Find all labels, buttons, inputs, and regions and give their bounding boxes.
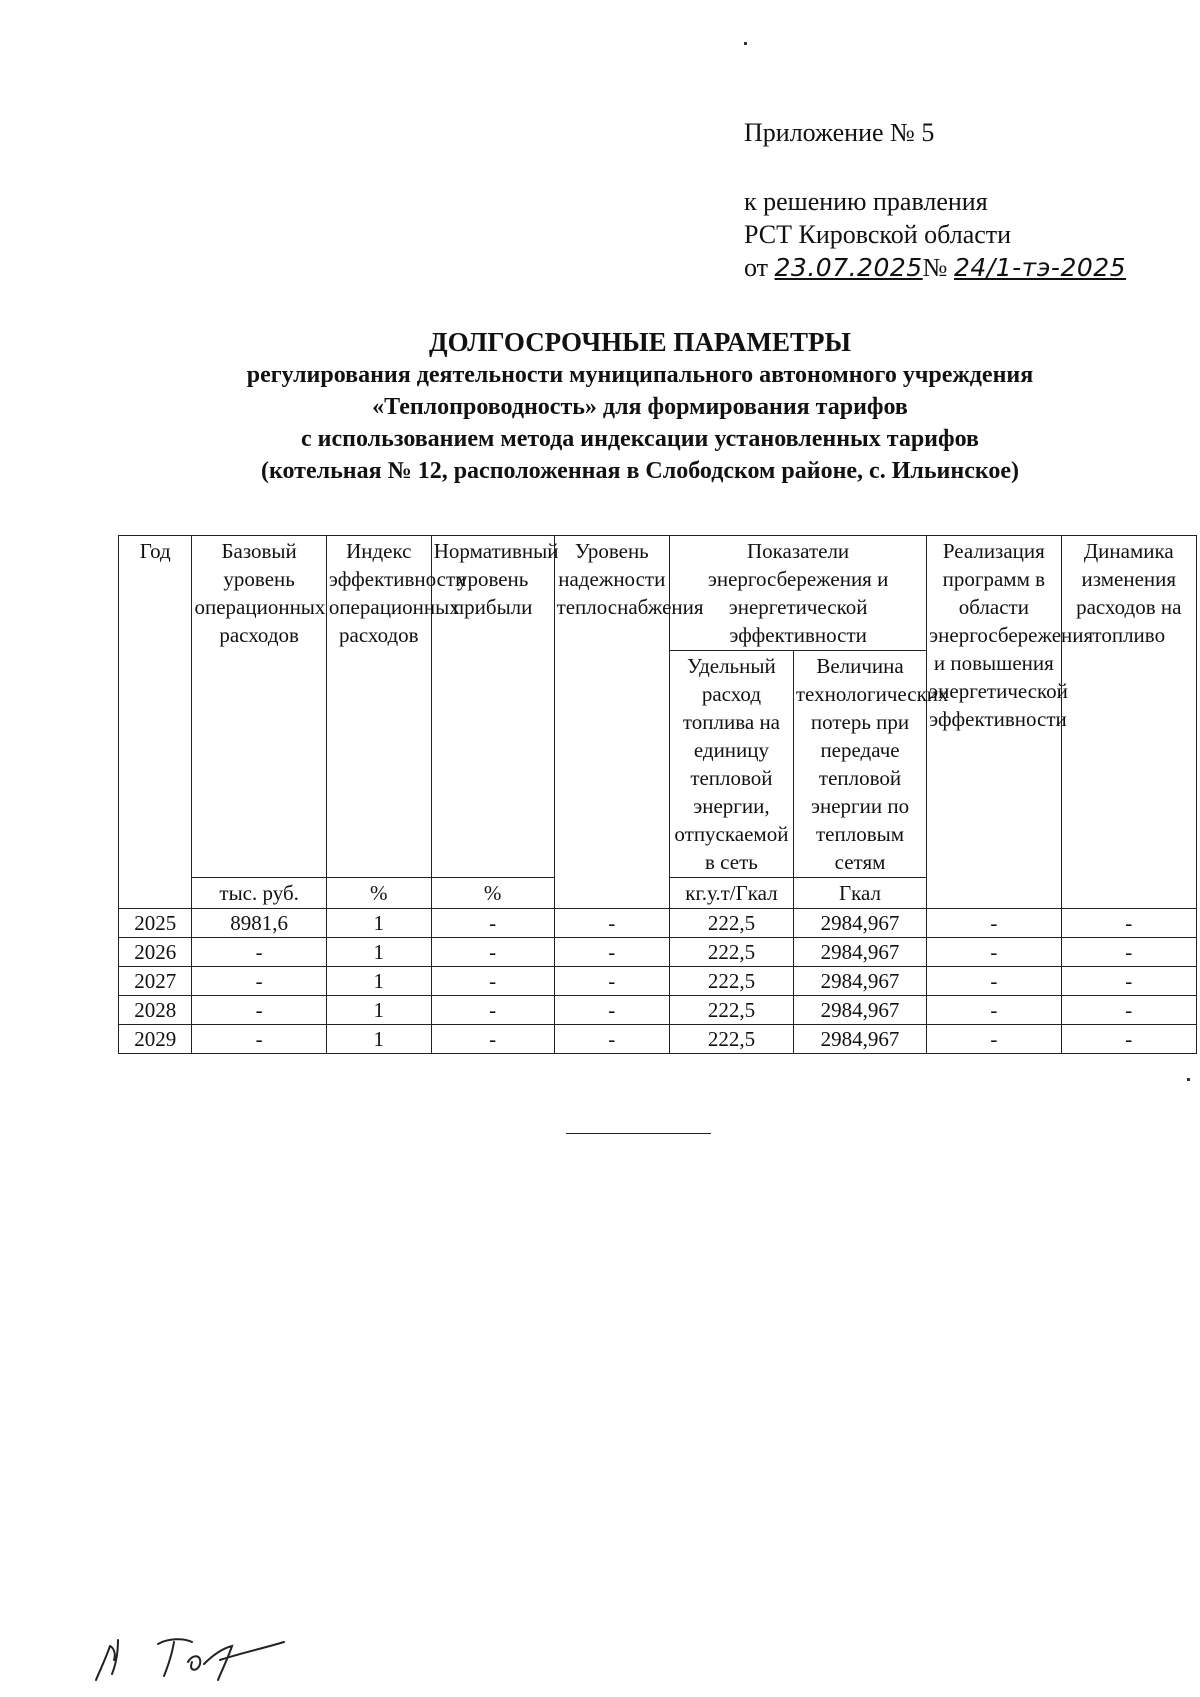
cell-programs: - xyxy=(927,909,1061,938)
table-row xyxy=(119,909,1197,938)
header-energy-indicators: Показатели энергосбережения и энергетической эффективности xyxy=(670,536,927,651)
title-line-3: «Теплопроводность» для формирования тарифов xyxy=(372,394,908,420)
annex-block xyxy=(744,116,1126,284)
cell-year: 2026 xyxy=(119,938,192,967)
unit-tech-losses: Гкал xyxy=(793,878,926,909)
cell-programs: - xyxy=(927,996,1061,1025)
table-row xyxy=(119,967,1197,996)
cell-fuel-consumption: 222,5 xyxy=(670,938,794,967)
title-line-2: регулирования деятельности муниципального автономного учреждения xyxy=(246,362,1034,388)
cell-base-level: - xyxy=(192,967,326,996)
cell-base-level: 8981,6 xyxy=(192,909,326,938)
handwritten-signature xyxy=(88,1618,328,1688)
table-row xyxy=(119,938,1197,967)
header-reliability: Уровень надежности теплоснабжения xyxy=(554,536,669,909)
cell-fuel-dynamics: - xyxy=(1061,967,1196,996)
cell-reliability: - xyxy=(554,967,669,996)
document-title xyxy=(0,325,1200,487)
cell-efficiency-index: 1 xyxy=(326,967,431,996)
unit-efficiency-index: % xyxy=(326,878,431,909)
header-efficiency-index: Индекс эффективности операционных расходов xyxy=(326,536,431,878)
cell-reliability: - xyxy=(554,909,669,938)
cell-efficiency-index: 1 xyxy=(326,909,431,938)
annex-line-2: РСТ Кировской области xyxy=(744,220,1012,249)
header-fuel-consumption: Удельный расход топлива на единицу тепловой энергии, отпускаемой в сеть xyxy=(670,651,794,878)
unit-fuel-consumption: кг.у.т/Гкал xyxy=(670,878,794,909)
table-row xyxy=(119,996,1197,1025)
header-year: Год xyxy=(119,536,192,909)
header-base-level: Базовый уровень операционных расходов xyxy=(192,536,326,878)
cell-year: 2028 xyxy=(119,996,192,1025)
annex-line-3 xyxy=(744,251,1126,284)
cell-efficiency-index: 1 xyxy=(326,1025,431,1054)
cell-reliability: - xyxy=(554,1025,669,1054)
cell-fuel-dynamics: - xyxy=(1061,1025,1196,1054)
header-normative-profit: Нормативный уровень прибыли xyxy=(431,536,554,878)
cell-tech-losses: 2984,967 xyxy=(793,1025,926,1054)
cell-efficiency-index: 1 xyxy=(326,996,431,1025)
cell-fuel-consumption: 222,5 xyxy=(670,909,794,938)
cell-normative-profit: - xyxy=(431,967,554,996)
end-separator-line xyxy=(566,1133,711,1134)
title-line-5: (котельная № 12, расположенная в Слободском районе, с. Ильинское) xyxy=(260,458,1019,484)
annex-gap xyxy=(744,149,1126,185)
cell-fuel-dynamics: - xyxy=(1061,938,1196,967)
cell-normative-profit: - xyxy=(431,909,554,938)
cell-fuel-dynamics: - xyxy=(1061,996,1196,1025)
cell-fuel-consumption: 222,5 xyxy=(670,967,794,996)
number-label: № xyxy=(922,253,948,282)
header-tech-losses: Величина технологических потерь при передаче тепловой энергии по тепловым сетям xyxy=(793,651,926,878)
decision-number: 24/1-тэ-2025 xyxy=(953,253,1127,282)
cell-programs: - xyxy=(927,938,1061,967)
table-row xyxy=(119,1025,1197,1054)
title-line-4: с использованием метода индексации установленных тарифов xyxy=(301,426,979,452)
annex-line-1: к решению правления xyxy=(744,187,988,216)
cell-normative-profit: - xyxy=(431,996,554,1025)
cell-year: 2029 xyxy=(119,1025,192,1054)
decision-date: 23.07.2025 xyxy=(774,253,923,282)
from-label: от xyxy=(744,253,769,282)
cell-base-level: - xyxy=(192,996,326,1025)
cell-fuel-dynamics: - xyxy=(1061,909,1196,938)
header-fuel-dynamics: Динамика изменения расходов на топливо xyxy=(1061,536,1196,909)
cell-programs: - xyxy=(927,1025,1061,1054)
cell-year: 2027 xyxy=(119,967,192,996)
cell-base-level: - xyxy=(192,938,326,967)
scan-speck xyxy=(744,42,747,45)
cell-programs: - xyxy=(927,967,1061,996)
title-line-1: ДОЛГОСРОЧНЫЕ ПАРАМЕТРЫ xyxy=(429,327,851,357)
scan-speck xyxy=(1187,1078,1190,1081)
cell-base-level: - xyxy=(192,1025,326,1054)
cell-tech-losses: 2984,967 xyxy=(793,996,926,1025)
cell-year: 2025 xyxy=(119,909,192,938)
cell-normative-profit: - xyxy=(431,1025,554,1054)
cell-fuel-consumption: 222,5 xyxy=(670,1025,794,1054)
cell-reliability: - xyxy=(554,938,669,967)
cell-fuel-consumption: 222,5 xyxy=(670,996,794,1025)
cell-reliability: - xyxy=(554,996,669,1025)
parameters-table xyxy=(118,535,1197,1054)
unit-normative-profit: % xyxy=(431,878,554,909)
unit-base-level: тыс. руб. xyxy=(192,878,326,909)
cell-tech-losses: 2984,967 xyxy=(793,938,926,967)
cell-tech-losses: 2984,967 xyxy=(793,909,926,938)
annex-title: Приложение № 5 xyxy=(744,118,935,147)
cell-efficiency-index: 1 xyxy=(326,938,431,967)
cell-tech-losses: 2984,967 xyxy=(793,967,926,996)
header-programs: Реализация программ в области энергосбережения и повышения энергетической эффективности xyxy=(927,536,1061,909)
cell-normative-profit: - xyxy=(431,938,554,967)
